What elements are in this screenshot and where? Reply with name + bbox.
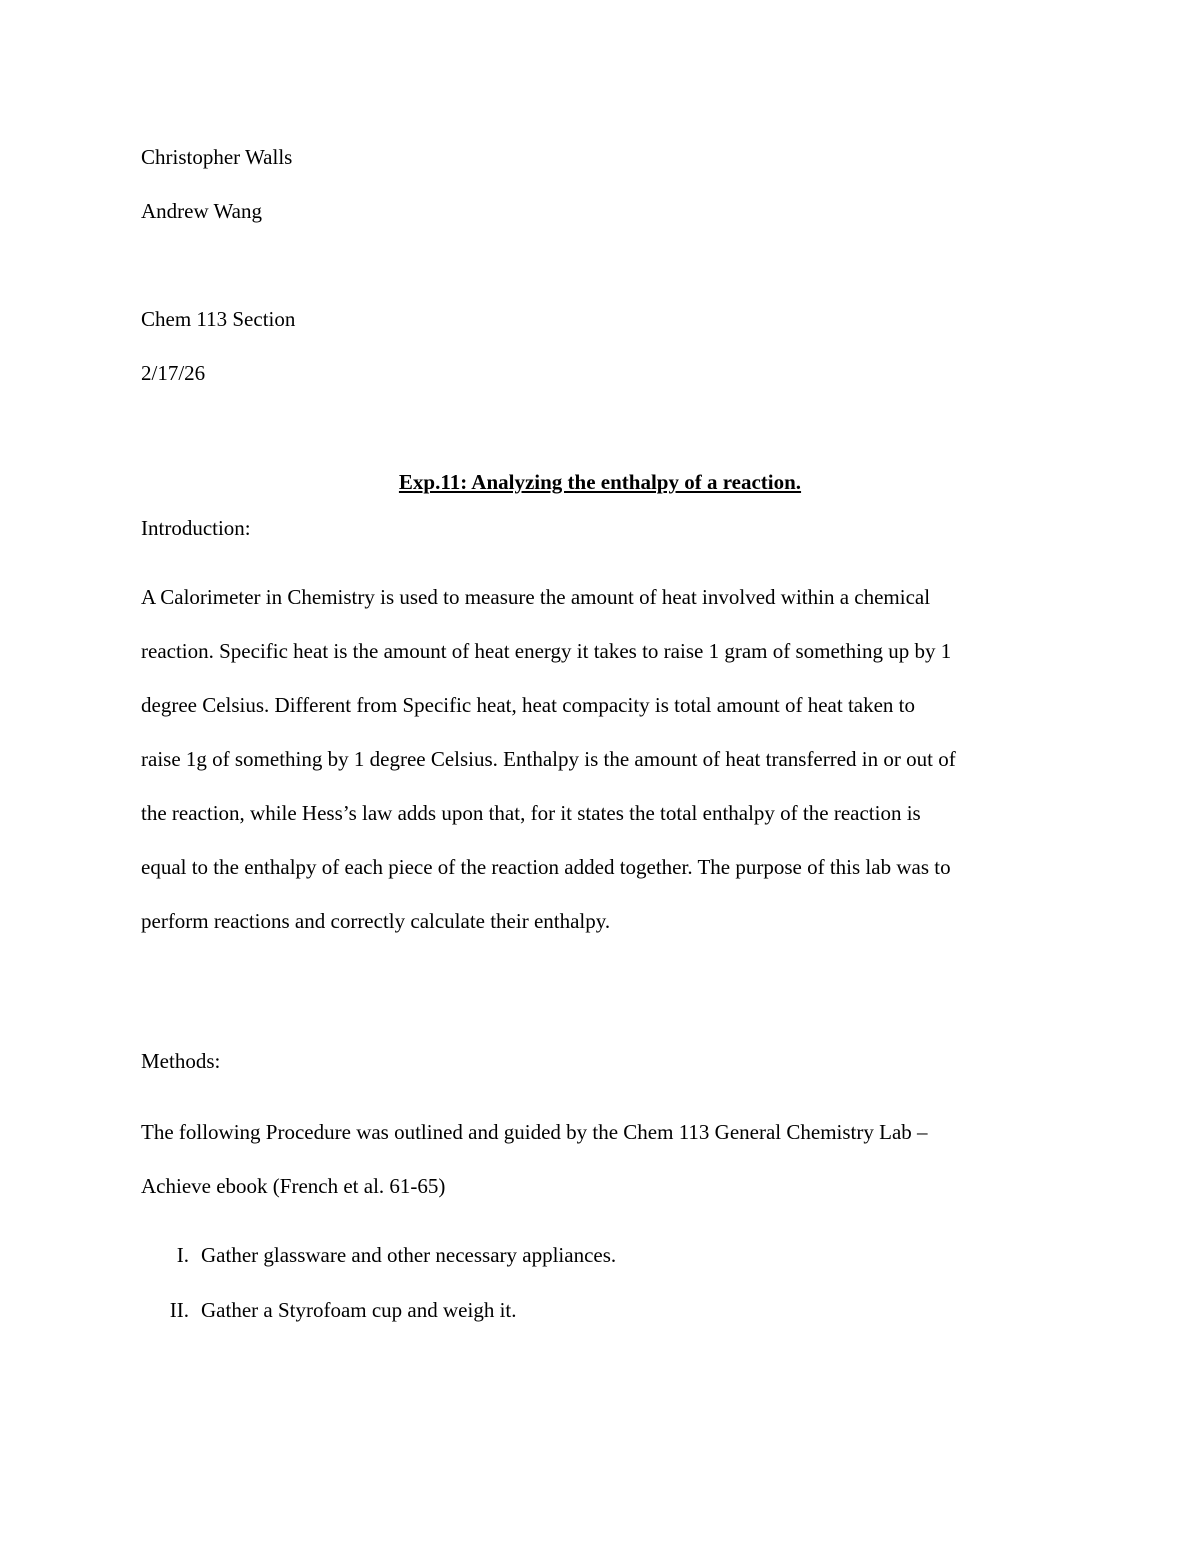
methods-line: Achieve ebook (French et al. 61-65) <box>141 1174 446 1198</box>
introduction-line: raise 1g of something by 1 degree Celsius. Enthalpy is the amount of heat transferred in or out of <box>141 747 956 771</box>
introduction-line: A Calorimeter in Chemistry is used to measure the amount of heat involved within a chemical <box>141 585 931 609</box>
report-date: 2/17/26 <box>141 361 206 385</box>
introduction-line: degree Celsius. Different from Specific heat, heat compacity is total amount of heat taken to <box>141 693 916 717</box>
step-text: Gather glassware and other necessary appliances. <box>201 1243 617 1267</box>
step-marker: II. <box>169 1298 189 1322</box>
introduction-line: equal to the enthalpy of each piece of the reaction added together. The purpose of this lab was to <box>141 855 951 879</box>
step-text: Gather a Styrofoam cup and weigh it. <box>201 1298 517 1322</box>
methods-heading: Methods: <box>141 1049 221 1073</box>
report-title: Exp.11: Analyzing the enthalpy of a reaction. <box>398 470 802 494</box>
step-marker: I. <box>176 1243 189 1267</box>
introduction-line: the reaction, while Hess’s law adds upon that, for it states the total enthalpy of the reaction is <box>141 801 921 825</box>
introduction-paragraph <box>141 585 1061 963</box>
methods-line: The following Procedure was outlined and guided by the Chem 113 General Chemistry Lab – <box>141 1120 928 1144</box>
procedure-step <box>117 1298 517 1322</box>
introduction-line: perform reactions and correctly calculate their enthalpy. <box>141 909 611 933</box>
author-name-1: Christopher Walls <box>141 145 293 169</box>
introduction-line: reaction. Specific heat is the amount of heat energy it takes to raise 1 gram of something up by 1 <box>141 639 952 663</box>
methods-paragraph <box>141 1120 1061 1228</box>
author-name-2: Andrew Wang <box>141 199 262 223</box>
course-section: Chem 113 Section <box>141 307 296 331</box>
procedure-step <box>117 1243 616 1267</box>
introduction-heading: Introduction: <box>141 516 251 540</box>
